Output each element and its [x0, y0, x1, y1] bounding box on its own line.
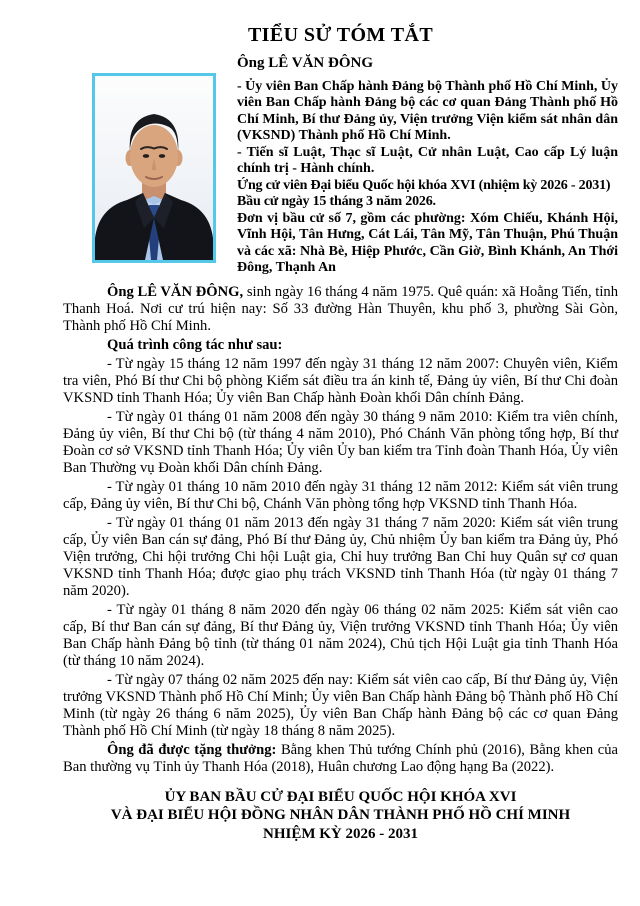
awards-label: Ông đã được tặng thưởng:: [107, 741, 277, 758]
career-heading: Quá trình công tác như sau:: [107, 336, 283, 353]
footer-line-3: NHIỆM KỲ 2026 - 2031: [263, 825, 418, 842]
profile-positions: - Ủy viên Ban Chấp hành Đảng bộ Thành phố Hồ Chí Minh, Ủy viên Ban Chấp hành Đảng bộ các cơ quan Đảng Thành phố Hồ Chí Minh, Bí thư Đảng ủy, Viện trưởng Viện kiểm sát nhân dân (VKSND) Thành phố Hồ Chí Minh.: [237, 78, 618, 143]
footer-line-2: VÀ ĐẠI BIỂU HỘI ĐỒNG NHÂN DÂN THÀNH PHỐ HỒ CHÍ MINH: [110, 807, 571, 823]
candidate-name-heading: Ông LÊ VĂN ĐÔNG: [237, 55, 373, 71]
profile-candidacy: Ứng cử viên Đại biểu Quốc hội khóa XVI (nhiệm kỳ 2026 - 2031): [237, 177, 611, 193]
portrait-image: [95, 76, 213, 260]
career-item: - Từ ngày 01 tháng 01 năm 2008 đến ngày 30 tháng 9 năm 2010: Kiểm tra viên chính, Đảng ủy viên, Bí thư Chi bộ (từ tháng 4 năm 2010), Phó Chánh Văn phòng tổng hợp, Bí thư Đoàn cơ sở VKSND tỉnh Thanh Hóa; Ủy viên Ủy ban kiểm tra Tỉnh đoàn Thanh Hóa, Ủy viên Ban Thường vụ Đoàn khối Dân chính Đảng.: [63, 408, 618, 476]
profile-qualifications: - Tiến sĩ Luật, Thạc sĩ Luật, Cử nhân Luật, Cao cấp Lý luận chính trị - Hành chính.: [237, 144, 618, 176]
profile-section: [63, 55, 618, 277]
career-item: - Từ ngày 07 tháng 02 năm 2025 đến nay: Kiểm sát viên cao cấp, Bí thư Đảng ủy, Viện trưởng VKSND Thành phố Hồ Chí Minh; Ủy viên Ban Chấp hành Đảng bộ Thành phố Hồ Chí Minh (từ ngày 26 tháng 6 năm 2025), Ủy viên Ban Chấp hành Đảng bộ các cơ quan Đảng Thành phố Hồ Chí Minh (từ ngày 18 tháng 8 năm 2025).: [63, 671, 618, 739]
election-committee-footer: [63, 788, 618, 844]
biography-intro-name: Ông LÊ VĂN ĐÔNG,: [107, 283, 244, 300]
candidate-photo: [92, 73, 216, 263]
biography-intro: [63, 284, 618, 335]
profile-constituency: Đơn vị bầu cử số 7, gồm các phường: Xóm Chiếu, Khánh Hội, Vĩnh Hội, Tân Hưng, Cát Lái, Tân Mỹ, Tân Thuận, Phú Thuận và các xã: Nhà Bè, Hiệp Phước, Cần Giờ, Bình Khánh, An Thới Đông, Thạnh An: [237, 210, 618, 275]
biography-intro-text: sinh ngày 16 tháng 4 năm 1975. Quê quán: xã Hoằng Tiến, tỉnh Thanh Hoá. Nơi cư trú hiện nay: Số 33 đường Hàn Thuyên, khu phố 3, phường Sài Gòn, Thành phố Hồ Chí Minh.: [63, 283, 618, 334]
career-item: - Từ ngày 01 tháng 01 năm 2013 đến ngày 31 tháng 7 năm 2020: Kiểm sát viên trung cấp, Ủy viên Ban cán sự đảng, Phó Bí thư Đảng ủy, Chủ nhiệm Ủy ban kiểm tra Đảng ủy, Phó Viện trưởng, Chi hội trưởng Chi hội Luật gia, Chỉ huy trưởng Ban Chỉ huy Quân sự cơ quan VKSND tỉnh Thanh Hóa; được giao phụ trách VKSND tỉnh Thanh Hóa (từ ngày 01 tháng 7 năm 2020).: [63, 514, 618, 599]
biography-section: [63, 284, 618, 776]
profile-election-date: Bầu cử ngày 15 tháng 3 năm 2026.: [237, 194, 436, 209]
awards-paragraph: [63, 742, 618, 776]
profile-summary: [237, 55, 618, 277]
career-item: - Từ ngày 01 tháng 10 năm 2010 đến ngày 31 tháng 12 năm 2012: Kiểm sát viên trung cấp, Đảng ủy viên, Bí thư Chi bộ, Chánh Văn phòng tổng hợp VKSND tỉnh Thanh Hóa.: [63, 478, 618, 512]
awards-text: Bằng khen Thủ tướng Chính phủ (2016), Bằng khen của Ban thường vụ Tỉnh ủy Thanh Hóa (2018), Huân chương Lao động hạng Ba (2022).: [63, 741, 618, 775]
career-item: - Từ ngày 15 tháng 12 năm 1997 đến ngày 31 tháng 12 năm 2007: Chuyên viên, Kiểm tra viên, Phó Bí thư Chi bộ phòng Kiểm sát điều tra án kinh tế, Đảng ủy viên, Bí thư Chi đoàn VKSND tỉnh Thanh Hóa; Ủy viên Ban Chấp hành Đoàn khối Dân chính Đảng.: [63, 355, 618, 406]
career-item: - Từ ngày 01 tháng 8 năm 2020 đến ngày 06 tháng 02 năm 2025: Kiểm sát viên cao cấp, Bí thư Ban cán sự đảng, Bí thư Đảng ủy, Viện trưởng VKSND tỉnh Thanh Hóa; Ủy viên Ban Chấp hành Đảng bộ tỉnh (từ tháng 01 năm 2024), Chủ tịch Hội Luật gia tỉnh Thanh Hóa (từ tháng 10 năm 2024).: [63, 601, 618, 669]
page-title: TIỂU SỬ TÓM TẮT: [247, 24, 434, 46]
footer-line-1: ỦY BAN BẦU CỬ ĐẠI BIỂU QUỐC HỘI KHÓA XVI: [164, 788, 517, 805]
